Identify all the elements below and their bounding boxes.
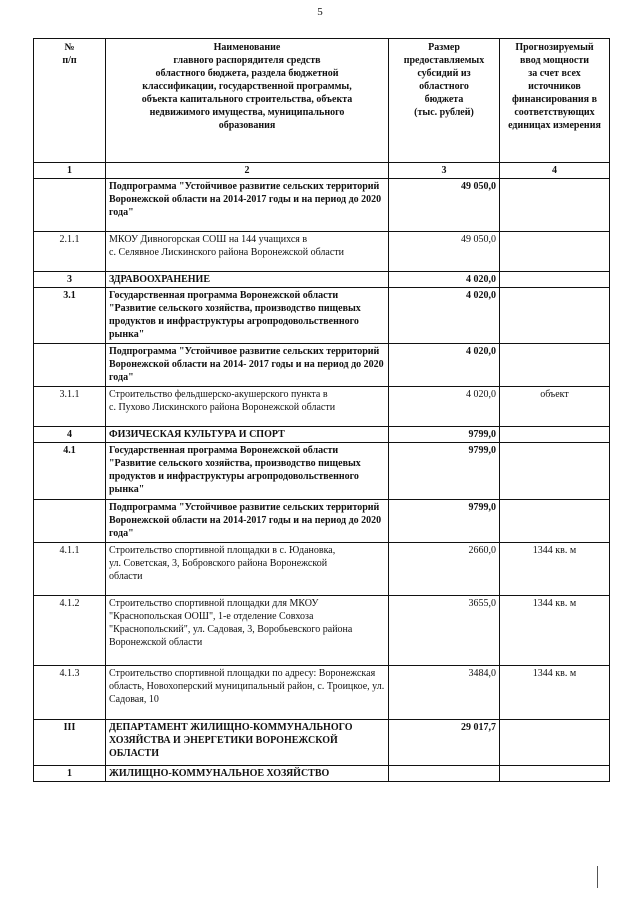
header-amount: Размер предоставляемых субсидий из областного бюджета (тыс. рублей)	[389, 39, 500, 163]
row-number	[34, 179, 106, 232]
row-name: Строительство спортивной площадки для МКОУ "Краснопольская ООШ", 1-е отделение Совхоза "Краснопольский", ул. Садовая, 3, Воробьевского района Воронежской области	[106, 596, 389, 666]
row-number: 2.1.1	[34, 232, 106, 272]
column-index: 3	[389, 163, 500, 179]
row-capacity	[500, 427, 610, 443]
subsidy-table	[33, 38, 610, 782]
row-number: 4.1.2	[34, 596, 106, 666]
table-row	[34, 179, 610, 232]
row-capacity: объект	[500, 387, 610, 427]
margin-mark	[597, 866, 598, 888]
column-index: 2	[106, 163, 389, 179]
table-row	[34, 443, 610, 500]
header-capacity: Прогнозируемый ввод мощности за счет всех источников финансирования в соответствующих единицах измерения	[500, 39, 610, 163]
row-number: 4	[34, 427, 106, 443]
row-capacity	[500, 720, 610, 766]
column-index: 4	[500, 163, 610, 179]
row-subsidy-amount: 9799,0	[389, 500, 500, 543]
row-name: Государственная программа Воронежской области "Развитие сельского хозяйства, производство пищевых продуктов и инфраструктуры агропродовольственного рынка"	[106, 288, 389, 344]
row-name: Строительство спортивной площадки по адресу: Воронежская область, Новохоперский муниципальный район, с. Троицкое, ул. Садовая, 10	[106, 666, 389, 720]
row-number: 1	[34, 766, 106, 782]
row-subsidy-amount: 4 020,0	[389, 344, 500, 387]
row-number: III	[34, 720, 106, 766]
row-capacity	[500, 272, 610, 288]
row-capacity	[500, 500, 610, 543]
row-subsidy-amount: 9799,0	[389, 443, 500, 500]
row-subsidy-amount: 3655,0	[389, 596, 500, 666]
table-row	[34, 766, 610, 782]
row-subsidy-amount: 4 020,0	[389, 272, 500, 288]
row-number: 3	[34, 272, 106, 288]
table-row	[34, 666, 610, 720]
row-capacity: 1344 кв. м	[500, 596, 610, 666]
row-number: 4.1.3	[34, 666, 106, 720]
row-capacity	[500, 288, 610, 344]
row-name: МКОУ Дивногорская СОШ на 144 учащихся в с. Селявное Лискинского района Воронежской области	[106, 232, 389, 272]
row-number: 4.1.1	[34, 543, 106, 596]
row-name: ЗДРАВООХРАНЕНИЕ	[106, 272, 389, 288]
table-row	[34, 272, 610, 288]
row-number	[34, 344, 106, 387]
row-subsidy-amount: 3484,0	[389, 666, 500, 720]
table-row	[34, 427, 610, 443]
row-capacity: 1344 кв. м	[500, 666, 610, 720]
table-row	[34, 596, 610, 666]
row-name: Подпрограмма "Устойчивое развитие сельских территорий Воронежской области на 2014-2017 годы и на период до 2020 года"	[106, 179, 389, 232]
table-row	[34, 720, 610, 766]
row-number: 3.1	[34, 288, 106, 344]
row-name: Строительство спортивной площадки в с. Юдановка, ул. Советская, 3, Бобровского района Воронежской области	[106, 543, 389, 596]
row-subsidy-amount: 4 020,0	[389, 288, 500, 344]
row-name: Государственная программа Воронежской области "Развитие сельского хозяйства, производство пищевых продуктов и инфраструктуры агропродовольственного рынка"	[106, 443, 389, 500]
row-capacity	[500, 443, 610, 500]
table-row	[34, 500, 610, 543]
row-name: ДЕПАРТАМЕНТ ЖИЛИЩНО-КОММУНАЛЬНОГО ХОЗЯЙСТВА И ЭНЕРГЕТИКИ ВОРОНЕЖСКОЙ ОБЛАСТИ	[106, 720, 389, 766]
table-row	[34, 387, 610, 427]
row-name: ЖИЛИЩНО-КОММУНАЛЬНОЕ ХОЗЯЙСТВО	[106, 766, 389, 782]
table-row	[34, 543, 610, 596]
row-capacity	[500, 766, 610, 782]
table-row	[34, 232, 610, 272]
column-index: 1	[34, 163, 106, 179]
row-subsidy-amount: 2660,0	[389, 543, 500, 596]
header-num: № п/п	[34, 39, 106, 163]
row-subsidy-amount	[389, 766, 500, 782]
table-row	[34, 344, 610, 387]
row-subsidy-amount: 29 017,7	[389, 720, 500, 766]
row-capacity	[500, 179, 610, 232]
row-capacity	[500, 344, 610, 387]
page-number: 5	[317, 6, 323, 18]
table-header-row	[34, 39, 610, 163]
table-body	[34, 179, 610, 782]
header-name: Наименование главного распорядителя средств областного бюджета, раздела бюджетной классификации, государственной программы, объекта капитального строительства, объекта недвижимого имущества, муниципального образования	[106, 39, 389, 163]
row-subsidy-amount: 49 050,0	[389, 179, 500, 232]
table-row	[34, 288, 610, 344]
row-number: 3.1.1	[34, 387, 106, 427]
row-name: ФИЗИЧЕСКАЯ КУЛЬТУРА И СПОРТ	[106, 427, 389, 443]
row-subsidy-amount: 49 050,0	[389, 232, 500, 272]
row-subsidy-amount: 9799,0	[389, 427, 500, 443]
row-number: 4.1	[34, 443, 106, 500]
column-index-row	[34, 163, 610, 179]
row-number	[34, 500, 106, 543]
row-subsidy-amount: 4 020,0	[389, 387, 500, 427]
row-capacity: 1344 кв. м	[500, 543, 610, 596]
row-name: Подпрограмма "Устойчивое развитие сельских территорий Воронежской области на 2014- 2017 годы и на период до 2020 года"	[106, 344, 389, 387]
row-name: Подпрограмма "Устойчивое развитие сельских территорий Воронежской области на 2014-2017 годы и на период до 2020 года"	[106, 500, 389, 543]
row-name: Строительство фельдшерско-акушерского пункта в с. Пухово Лискинского района Воронежской области	[106, 387, 389, 427]
row-capacity	[500, 232, 610, 272]
